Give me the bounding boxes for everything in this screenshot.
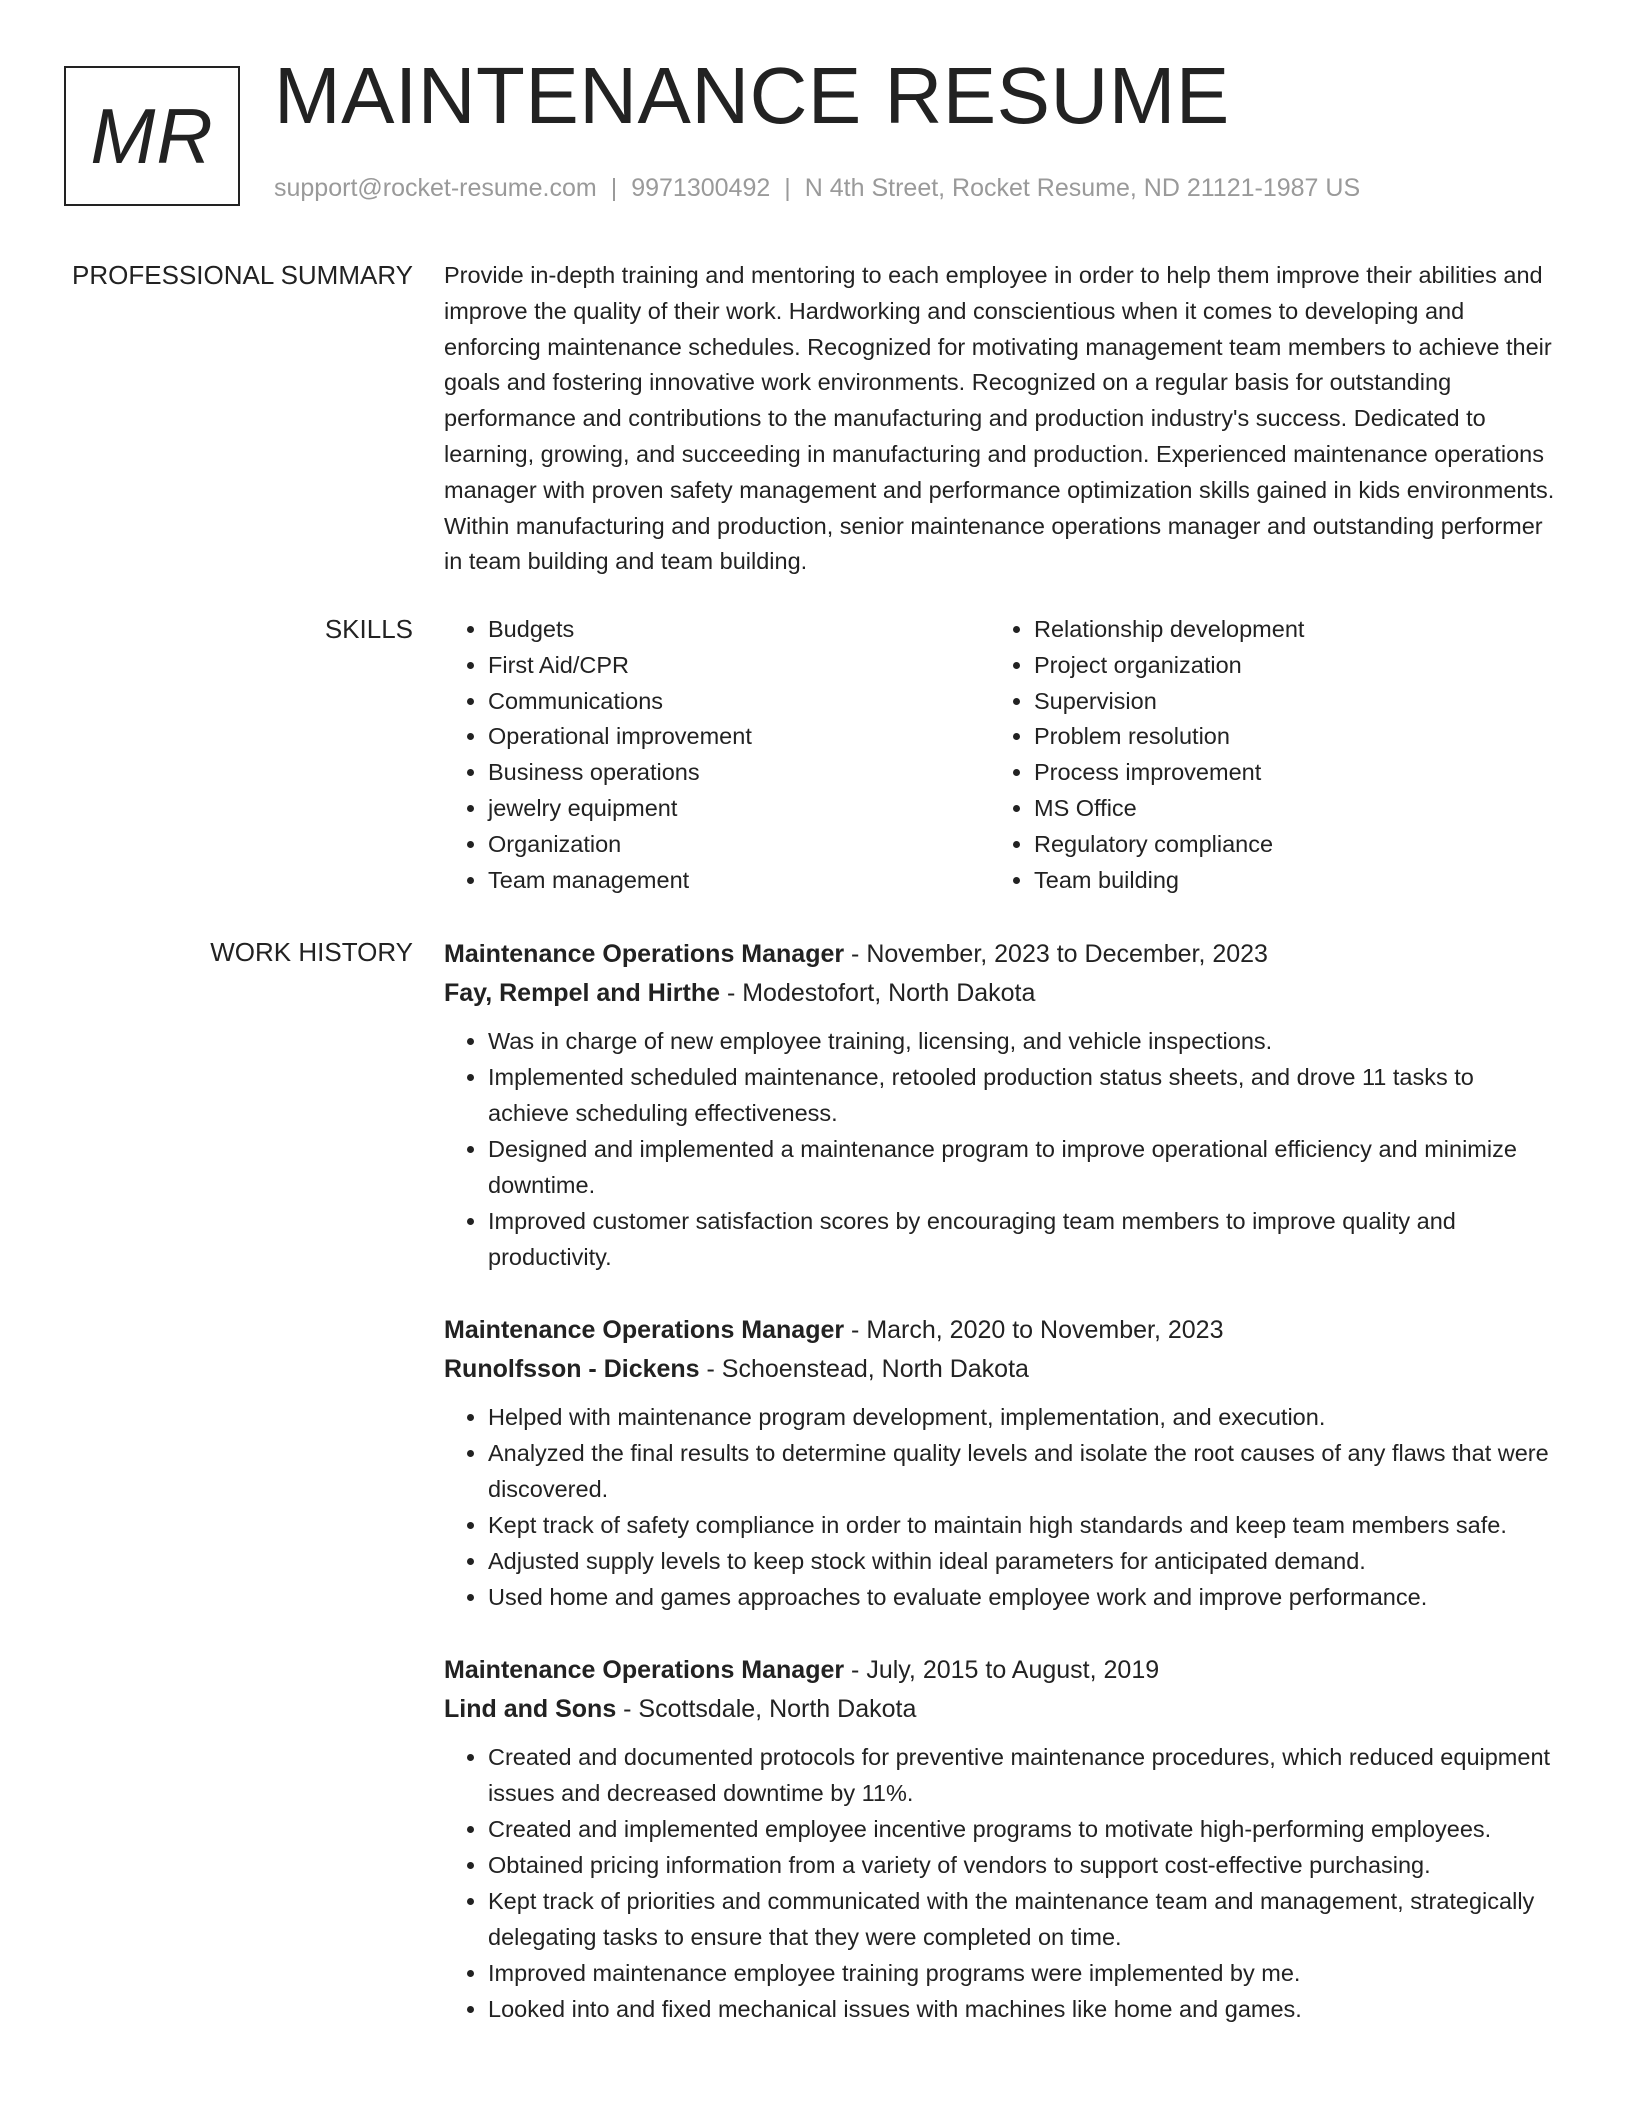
skill-item: • Project organization <box>1034 648 1536 684</box>
job-bullet: • Designed and implemented a maintenance program to improve operational efficiency and minimize downtime. <box>488 1131 1556 1203</box>
job-bullet: • Analyzed the final results to determine quality levels and isolate the root causes of any flaws that were discovered. <box>488 1435 1556 1507</box>
job-bullet: • Adjusted supply levels to keep stock within ideal parameters for anticipated demand. <box>488 1543 1556 1579</box>
job-bullets <box>444 1399 1556 1615</box>
job-bullet: • Improved customer satisfaction scores by encouraging team members to improve quality and productivity. <box>488 1203 1556 1275</box>
skill-item: • Supervision <box>1034 684 1536 720</box>
job-company-line <box>444 1350 1556 1389</box>
skill-item: • Team management <box>488 863 990 899</box>
job-bullet: • Looked into and fixed mechanical issues with machines like home and games. <box>488 1991 1556 2027</box>
skills-body <box>444 612 1556 898</box>
skill-item: • Organization <box>488 827 990 863</box>
job-dates: - November, 2023 to December, 2023 <box>844 940 1268 968</box>
job-bullet: • Was in charge of new employee training, licensing, and vehicle inspections. <box>488 1023 1556 1059</box>
job-title: Maintenance Operations Manager <box>444 1316 845 1344</box>
skill-item: • Regulatory compliance <box>1034 827 1536 863</box>
skill-item: • Team building <box>1034 863 1536 899</box>
job-title-line <box>444 1651 1556 1690</box>
summary-body <box>444 258 1556 580</box>
job-location: - Modestofort, North Dakota <box>720 979 1036 1007</box>
contact-separator: | <box>610 174 618 202</box>
contact-separator: | <box>784 174 791 202</box>
skill-item: • MS Office <box>1034 791 1536 827</box>
job-company: Fay, Rempel and Hirthe <box>444 979 720 1007</box>
job-dates: - July, 2015 to August, 2019 <box>844 1656 1160 1684</box>
job-title: Maintenance Operations Manager <box>444 1656 845 1684</box>
monogram-initials: MR <box>90 91 214 180</box>
job-location: - Schoenstead, North Dakota <box>699 1355 1029 1383</box>
job-bullets <box>444 1023 1556 1275</box>
work-body <box>444 935 1556 2063</box>
skill-item: • Budgets <box>488 612 990 648</box>
resume-title: MAINTENANCE RESUME <box>274 51 1230 140</box>
job-bullet: • Created and implemented employee incentive programs to motivate high-performing employees. <box>488 1811 1556 1847</box>
skill-item: • Operational improvement <box>488 719 990 755</box>
job-bullet: • Kept track of safety compliance in order to maintain high standards and keep team members safe. <box>488 1507 1556 1543</box>
job-company: Lind and Sons <box>444 1695 617 1723</box>
skill-item: • Communications <box>488 684 990 720</box>
job-company-line <box>444 974 1556 1013</box>
contact-phone[interactable]: 9971300492 <box>631 174 771 202</box>
summary-text: Provide in-depth training and mentoring to each employee in order to help them improve their abilities and improve the quality of their work. Hardworking and conscientious when it comes to developing and enforcing maintenance schedules. Recognized for motivating management team members to achieve their goals and fostering innovative work environments. Recognized on a regular basis for outstanding performance and contributions to the manufacturing and production industry's success. Dedicated to learning, growing, and succeeding in manufacturing and production. Experienced maintenance operations manager with proven safety management and performance optimization skills gained in kids environments. Within manufacturing and production, senior maintenance operations manager and outstanding performer in team building and team building. <box>444 262 1555 575</box>
monogram-box <box>64 66 240 206</box>
skill-item: • Process improvement <box>1034 755 1536 791</box>
skill-item: • Relationship development <box>1034 612 1536 648</box>
job-title: Maintenance Operations Manager <box>444 940 845 968</box>
job-entry <box>444 935 1556 1275</box>
job-bullets <box>444 1739 1556 2027</box>
job-company: Runolfsson - Dickens <box>444 1355 700 1383</box>
job-location: - Scottsdale, North Dakota <box>616 1695 917 1723</box>
summary-heading: PROFESSIONAL SUMMARY <box>72 260 413 290</box>
job-company-line <box>444 1690 1556 1729</box>
job-bullet: • Improved maintenance employee training programs were implemented by me. <box>488 1955 1556 1991</box>
skill-item: • Problem resolution <box>1034 719 1536 755</box>
contact-line <box>274 174 1360 203</box>
job-title-line <box>444 1311 1556 1350</box>
contact-address: N 4th Street, Rocket Resume, ND 21121-1987 US <box>804 174 1361 202</box>
job-bullet: • Helped with maintenance program development, implementation, and execution. <box>488 1399 1556 1435</box>
skills-list-left <box>444 612 990 898</box>
job-bullet: • Used home and games approaches to evaluate employee work and improve performance. <box>488 1579 1556 1615</box>
skill-item: • jewelry equipment <box>488 791 990 827</box>
skill-item: • Business operations <box>488 755 990 791</box>
skills-list-right <box>990 612 1536 898</box>
job-title-line <box>444 935 1556 974</box>
job-bullet: • Kept track of priorities and communicated with the maintenance team and management, strategically delegating tasks to ensure that they were completed on time. <box>488 1883 1556 1955</box>
skills-heading: SKILLS <box>324 614 413 644</box>
job-bullet: • Obtained pricing information from a variety of vendors to support cost-effective purchasing. <box>488 1847 1556 1883</box>
work-heading: WORK HISTORY <box>210 937 413 967</box>
job-dates: - March, 2020 to November, 2023 <box>844 1316 1224 1344</box>
job-bullet: • Created and documented protocols for preventive maintenance procedures, which reduced equipment issues and decreased downtime by 11%. <box>488 1739 1556 1811</box>
contact-email[interactable]: support@rocket-resume.com <box>274 174 597 202</box>
job-entry <box>444 1311 1556 1615</box>
job-entry <box>444 1651 1556 2027</box>
skill-item: • First Aid/CPR <box>488 648 990 684</box>
job-bullet: • Implemented scheduled maintenance, retooled production status sheets, and drove 11 tasks to achieve scheduling effectiveness. <box>488 1059 1556 1131</box>
